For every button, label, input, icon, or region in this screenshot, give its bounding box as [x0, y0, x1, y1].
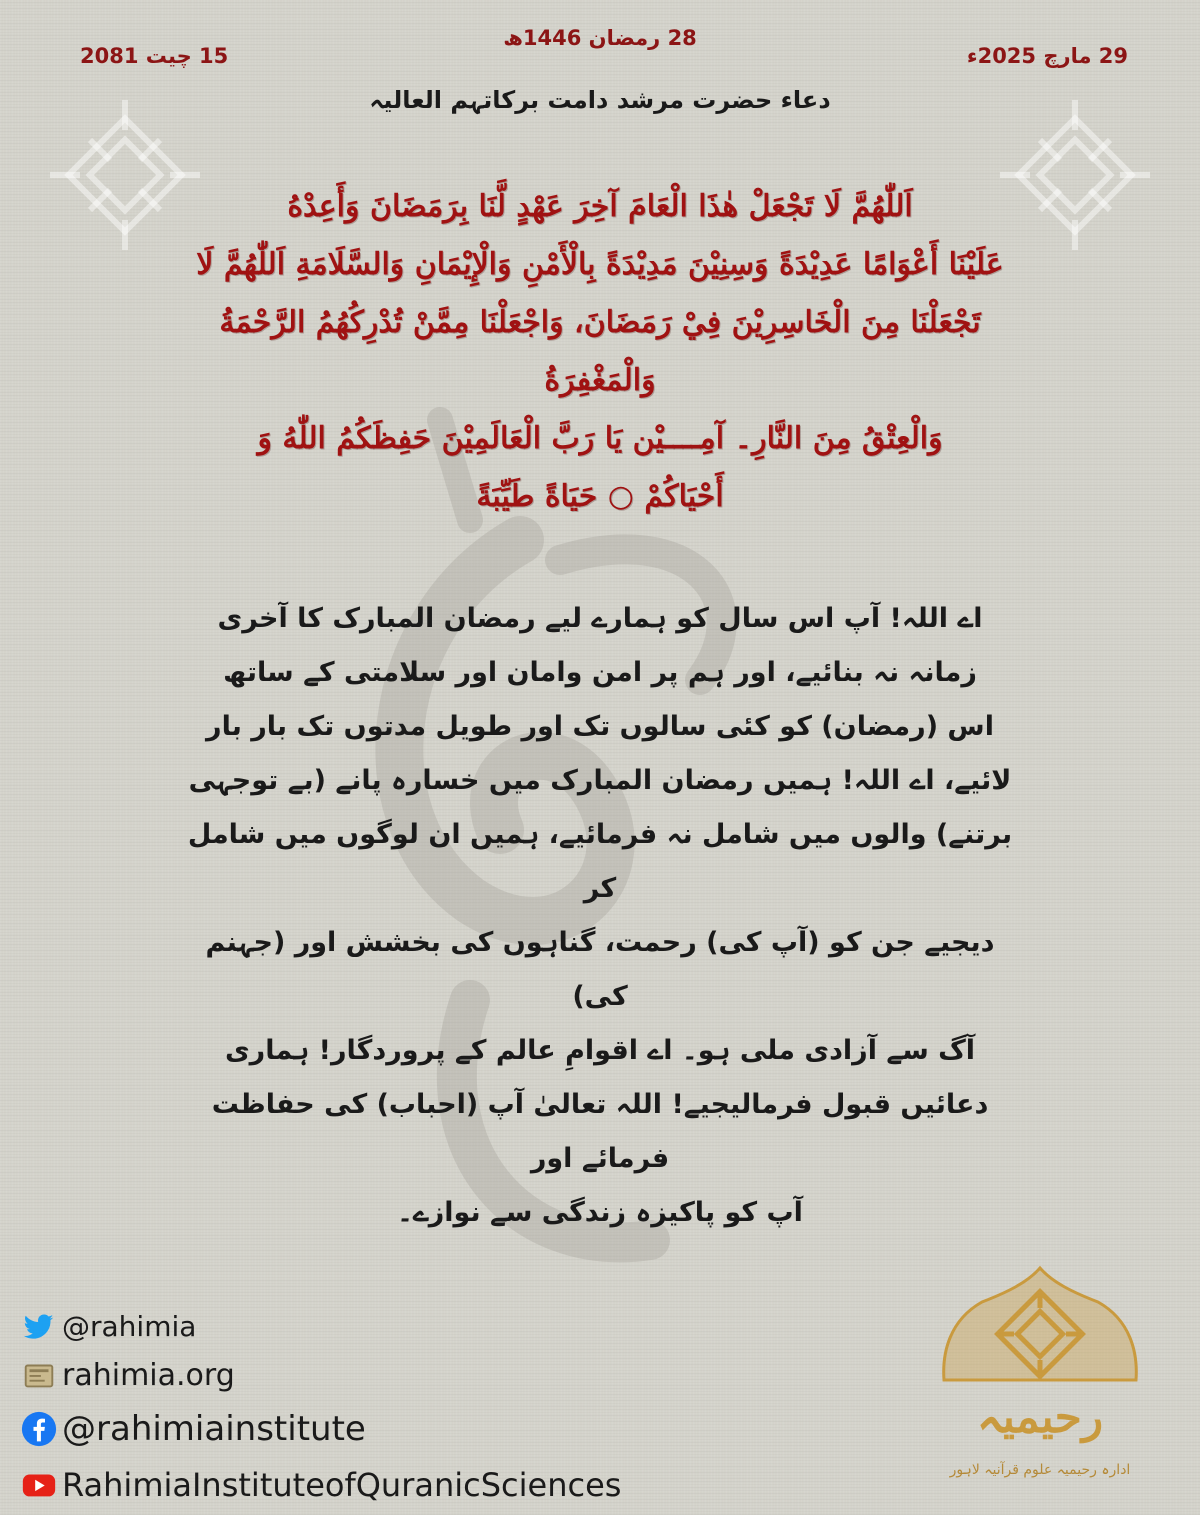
web-icon — [20, 1356, 58, 1394]
urdu-translation-line: برتنے) والوں میں شامل نہ فرمائیے، ہمیں ان لوگوں میں شامل کر — [187, 819, 1013, 904]
facebook-icon — [20, 1410, 58, 1448]
page-title: دعاء حضرت مرشد دامت برکاتہم العالیہ — [369, 86, 831, 114]
arabic-dua-line: تَجْعَلْنَا مِنَ الْخَاسِرِيْنَ فِيْ رَمَضَانَ، وَاجْعَلْنَا مِمَّنْ تُدْرِكُهُمُ الرَّحْمَةُ وَالْمَغْفِرَةُ — [219, 305, 981, 398]
rahimia-logo — [940, 1262, 1140, 1490]
urdu-translation-line: دعائیں قبول فرمالیجیے! اللہ تعالیٰ آپ (احباب) کی حفاظت فرمائے اور — [211, 1089, 989, 1174]
youtube-link[interactable] — [20, 1459, 621, 1511]
urdu-translation-line: آپ کو پاکیزہ زندگی سے نوازے۔ — [397, 1197, 803, 1228]
twitter-icon — [20, 1307, 58, 1345]
urdu-translation-line: زمانہ نہ بنائیے، اور ہم پر امن وامان اور سلامتی کے ساتھ — [223, 657, 977, 688]
website-url: rahimia.org — [62, 1357, 235, 1393]
urdu-translation-line: اس (رمضان) کو کئی سالوں تک اور طویل مدتوں تک بار بار — [206, 711, 994, 742]
arabic-dua-line: اَللّٰهُمَّ لَا تَجْعَلْ هٰذَا الْعَامَ آخِرَ عَهْدٍ لَّنَا بِرَمَضَانَ وَأَعِدْهُ — [287, 189, 913, 224]
social-links — [20, 1305, 621, 1515]
website-link[interactable] — [20, 1351, 621, 1399]
youtube-channel: RahimiaInstituteofQuranicSciences — [62, 1466, 622, 1504]
twitter-handle: @rahimia — [62, 1309, 197, 1343]
youtube-icon — [20, 1466, 58, 1504]
facebook-link[interactable] — [20, 1403, 621, 1455]
arabic-dua-line: عَلَيْنَا أَعْوَامًا عَدِيْدَةً وَسِنِيْنَ مَدِيْدَةً بِالْأَمْنِ وَالْإِيْمَانِ وَالسَّلَامَةِ اَللّٰهُمَّ لَا — [196, 247, 1004, 282]
bikrami-date: 15 چیت 2081 — [80, 44, 229, 68]
arabic-dua-text — [170, 178, 1030, 526]
urdu-translation-text — [180, 592, 1020, 1240]
facebook-handle: @rahimiainstitute — [62, 1409, 366, 1449]
urdu-translation-line: اے اللہ! آپ اس سال کو ہمارے لیے رمضان المبارک کا آخری — [217, 603, 983, 634]
logo-wordmark: رحیمیہ — [976, 1392, 1104, 1443]
twitter-link[interactable] — [20, 1305, 621, 1347]
arabic-dua-line: أَحْيَاكُمْ ○ حَيَاةً طَيِّبَةً — [476, 479, 724, 514]
arabic-dua-line: وَالْعِتْقُ مِنَ النَّارِ۔ آمِــــيْن يَا رَبَّ الْعَالَمِيْنَ حَفِظَكُمُ اللّٰهُ وَ — [257, 421, 943, 456]
hijri-date: 28 رمضان 1446ھ — [503, 26, 697, 50]
urdu-translation-line: دیجیے جن کو (آپ کی) رحمت، گناہوں کی بخشش اور (جہنم کی) — [205, 927, 995, 1012]
urdu-translation-line: لائیے، اے اللہ! ہمیں رمضان المبارک میں خسارہ پانے (بے توجہی — [188, 765, 1012, 796]
gregorian-date: 29 مارچ 2025ء — [966, 44, 1128, 68]
urdu-translation-line: آگ سے آزادی ملی ہو۔ اے اقوامِ عالم کے پروردگار! ہماری — [224, 1035, 976, 1066]
logo-subtitle: ادارہ رحیمیہ علوم قرآنیہ لاہور — [949, 1462, 1131, 1478]
